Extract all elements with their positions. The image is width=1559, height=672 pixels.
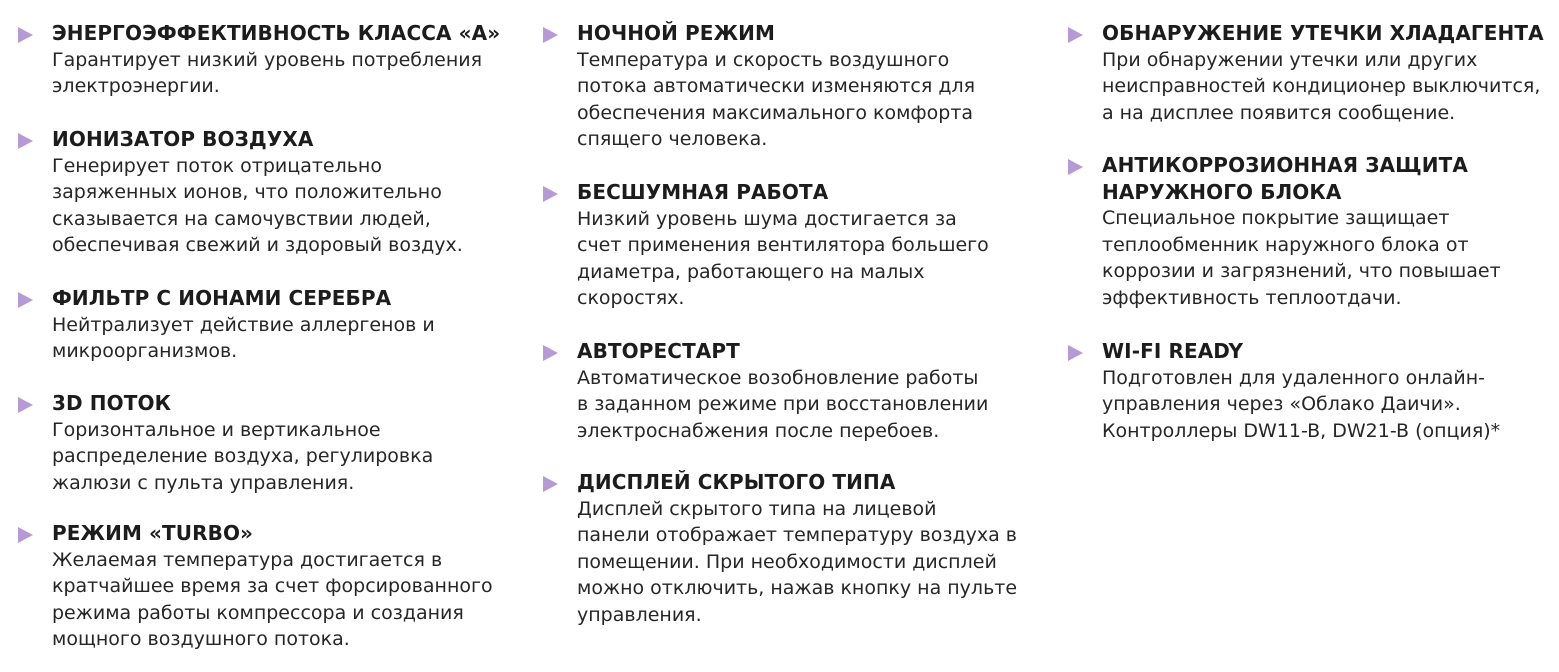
- feature-description-line: эффективность теплоотдачи.: [1102, 286, 1402, 309]
- feature-description-line: счет применения вентилятора большего: [577, 234, 989, 256]
- feature-description-line: Температура и скорость воздушного: [577, 48, 950, 71]
- feature-title-line: АНТИКОРРОЗИОННАЯ ЗАЩИТА: [1102, 153, 1468, 177]
- feature-description-line: кратчайшее время за счет форсированного: [52, 575, 493, 597]
- feature-description-line: спящего человека.: [577, 128, 768, 150]
- feature-description-line: Горизонтальное и вертикальное: [52, 418, 381, 441]
- triangle-bullet-icon: [543, 345, 558, 361]
- feature-title: [1102, 20, 1544, 47]
- triangle-bullet-icon: [18, 27, 33, 43]
- feature-description-line: Автоматическое возобновление работы: [577, 366, 979, 389]
- feature-description-line: обеспечивая свежий и здоровый воздух.: [52, 234, 463, 256]
- feature-description: [577, 496, 1017, 629]
- feature-description-line: Гарантирует низкий уровень потребления: [52, 48, 483, 71]
- feature-description-line: жалюзи с пульта управления.: [52, 471, 355, 494]
- feature-description-line: При обнаружении утечки или других: [1102, 48, 1478, 71]
- feature-description-line: коррозии и загрязнений, что повышает: [1102, 260, 1501, 282]
- triangle-bullet-icon: [1068, 27, 1083, 43]
- feature-title-line: БЕСШУМНАЯ РАБОТА: [577, 180, 829, 204]
- feature-description: [577, 47, 975, 153]
- feature-description-line: неисправностей кондиционер выключится,: [1102, 75, 1541, 97]
- feature-description: [52, 547, 493, 653]
- feature-title: [52, 520, 253, 547]
- triangle-bullet-icon: [18, 397, 33, 413]
- feature-title: [577, 179, 828, 206]
- feature-title-line: АВТОРЕСТАРТ: [577, 339, 740, 363]
- feature-title: [577, 20, 775, 47]
- feature-description-line: обеспечения максимального комфорта: [577, 101, 974, 124]
- feature-description: [52, 47, 482, 100]
- feature-description-line: Подготовлен для удаленного онлайн-: [1102, 366, 1486, 389]
- triangle-bullet-icon: [543, 27, 558, 43]
- feature-description-line: можно отключить, нажав кнопку на пульте: [577, 577, 1018, 599]
- feature-title-line: 3D ПОТОК: [52, 391, 172, 415]
- feature-description-line: потока автоматически изменяются для: [577, 75, 976, 97]
- feature-title-line: WI-FI READY: [1102, 339, 1244, 363]
- feature-description-line: Дисплей скрытого типа на лицевой: [577, 497, 937, 520]
- feature-description-line: Специальное покрытие защищает: [1102, 207, 1450, 229]
- feature-title: [1102, 152, 1468, 205]
- feature-title: [577, 338, 740, 365]
- feature-description-line: сказывается на самочувствии людей,: [52, 207, 431, 230]
- feature-description-line: заряженных ионов, что положительно: [52, 181, 442, 203]
- feature-title-line: ИОНИЗАТОР ВОЗДУХА: [52, 127, 314, 151]
- feature-description: [52, 153, 463, 259]
- feature-description: [52, 417, 433, 497]
- triangle-bullet-icon: [18, 292, 33, 308]
- triangle-bullet-icon: [543, 186, 558, 202]
- feature-description-line: Желаемая температура достигается в: [52, 548, 443, 571]
- feature-title: [1102, 338, 1243, 365]
- feature-description: [1102, 47, 1540, 127]
- feature-description-line: в заданном режиме при восстановлении: [577, 393, 989, 415]
- feature-title-line: РЕЖИМ «TURBO»: [52, 521, 254, 545]
- feature-description-line: управления через «Облако Даичи».: [1102, 393, 1461, 415]
- feature-description-line: теплообменник наружного блока от: [1102, 233, 1469, 256]
- feature-description-line: распределение воздуха, регулировка: [52, 445, 434, 467]
- feature-description-line: электроснабжения после перебоев.: [577, 419, 940, 442]
- feature-title-line: НАРУЖНОГО БЛОКА: [1102, 179, 1342, 204]
- feature-title-line: ЭНЕРГОЭФФЕКТИВНОСТЬ КЛАССА «А»: [52, 21, 501, 45]
- feature-description-line: микроорганизмов.: [52, 340, 238, 362]
- feature-description-line: скоростях.: [577, 287, 685, 309]
- triangle-bullet-icon: [1068, 345, 1083, 361]
- triangle-bullet-icon: [543, 476, 558, 492]
- feature-description-line: мощного воздушного потока.: [52, 628, 350, 650]
- feature-description-line: управления.: [577, 603, 702, 626]
- feature-description-line: Низкий уровень шума достигается за: [577, 207, 957, 230]
- feature-description-line: панели отображает температуру воздуха в: [577, 524, 1017, 546]
- feature-description: [1102, 205, 1501, 311]
- feature-title: [52, 20, 500, 47]
- feature-title: [52, 285, 391, 312]
- feature-description-line: диаметра, работающего на малых: [577, 260, 925, 283]
- feature-description-line: а на дисплее появится сообщение.: [1102, 101, 1456, 124]
- feature-description: [577, 365, 988, 445]
- feature-description-line: режима работы компрессора и создания: [52, 601, 464, 624]
- feature-title-line: ОБНАРУЖЕНИЕ УТЕЧКИ ХЛАДАГЕНТА: [1102, 21, 1544, 45]
- feature-title-line: ДИСПЛЕЙ СКРЫТОГО ТИПА: [577, 470, 896, 494]
- feature-description: [1102, 365, 1500, 445]
- feature-description-line: Генерирует поток отрицательно: [52, 154, 382, 177]
- feature-title: [52, 126, 313, 153]
- feature-title: [52, 390, 171, 417]
- feature-description-line: помещении. При необходимости дисплей: [577, 550, 997, 573]
- triangle-bullet-icon: [1068, 159, 1083, 175]
- feature-title: [577, 469, 895, 496]
- feature-description-line: Нейтрализует действие аллергенов и: [52, 313, 435, 336]
- feature-title-line: НОЧНОЙ РЕЖИМ: [577, 21, 775, 45]
- feature-description-line: электроэнергии.: [52, 75, 220, 97]
- triangle-bullet-icon: [18, 133, 33, 149]
- feature-description-line: Контроллеры DW11-B, DW21-B (опция)*: [1102, 419, 1501, 442]
- feature-description: [52, 312, 435, 365]
- triangle-bullet-icon: [18, 527, 33, 543]
- feature-title-line: ФИЛЬТР С ИОНАМИ СЕРЕБРА: [52, 286, 392, 310]
- feature-description: [577, 206, 989, 312]
